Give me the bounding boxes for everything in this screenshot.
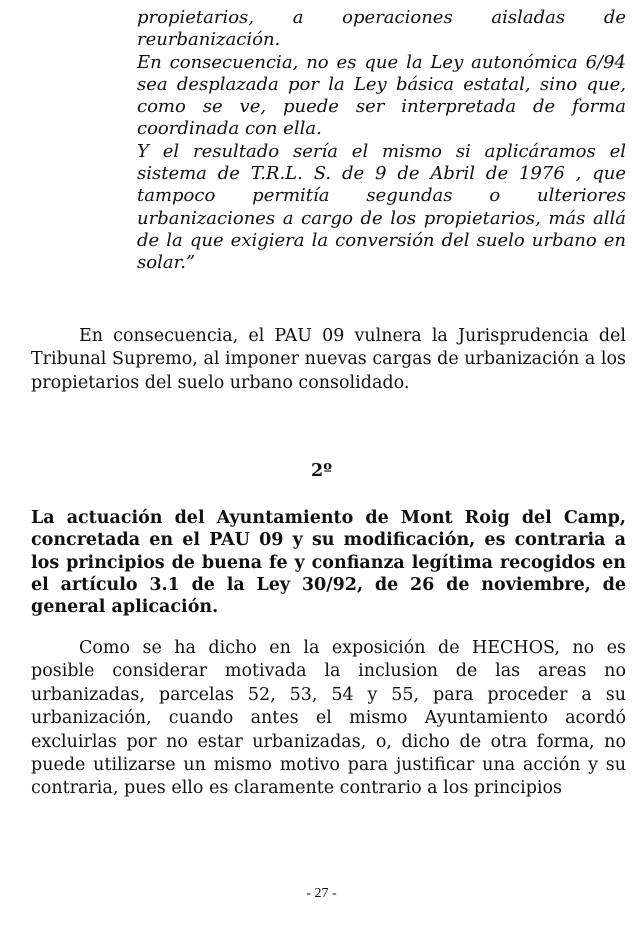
body-paragraph: Como se ha dicho en la exposición de HECHOS, no es posible considerar motivada la inclusion de las areas no urbanizadas, parcelas 52, 53, 54 y 55, para proceder a su urbanización, cuando antes el mismo Ayuntamiento acordó excluirlas por no estar urbanizadas, o, dicho de otra forma, no puede utilizarse un mismo motivo para justificar una acción y su contraria, pues ello es claramente contrario a los principios bbox=[31, 638, 626, 799]
quote-paragraph: Y el resultado sería el mismo si aplicáramos el sistema de T.R.L. S. de 9 de Abril de 1976 , que tampoco permitía segundas o ulteriores urbanizaciones a cargo de los propietarios, más allá de la que exigiera la conversión del suelo urbano en solar.” bbox=[137, 140, 626, 274]
block-quote bbox=[137, 7, 626, 275]
section-heading: La actuación del Ayuntamiento de Mont Roig del Camp, concretada en el PAU 09 y su modificación, es contraria a los principios de buena fe y confianza legítima recogidos en el artículo 3.1 de la Ley 30/92, de 26 de noviembre, de general aplicación. bbox=[31, 508, 626, 618]
body-paragraph: En consecuencia, el PAU 09 vulnera la Jurisprudencia del Tribunal Supremo, al imponer nuevas cargas de urbanización a los propietarios del suelo urbano consolidado. bbox=[31, 326, 626, 393]
quote-paragraph: En consecuencia, no es que la Ley autonómica 6/94 sea desplazada por la Ley básica estatal, sino que, como se ve, puede ser interpretada de forma coordinada con ella. bbox=[137, 51, 626, 140]
quote-paragraph: propietarios, a operaciones aisladas de reurbanización. bbox=[137, 7, 626, 51]
section-number: 2º bbox=[311, 461, 332, 481]
page-number: - 27 - bbox=[306, 886, 337, 901]
